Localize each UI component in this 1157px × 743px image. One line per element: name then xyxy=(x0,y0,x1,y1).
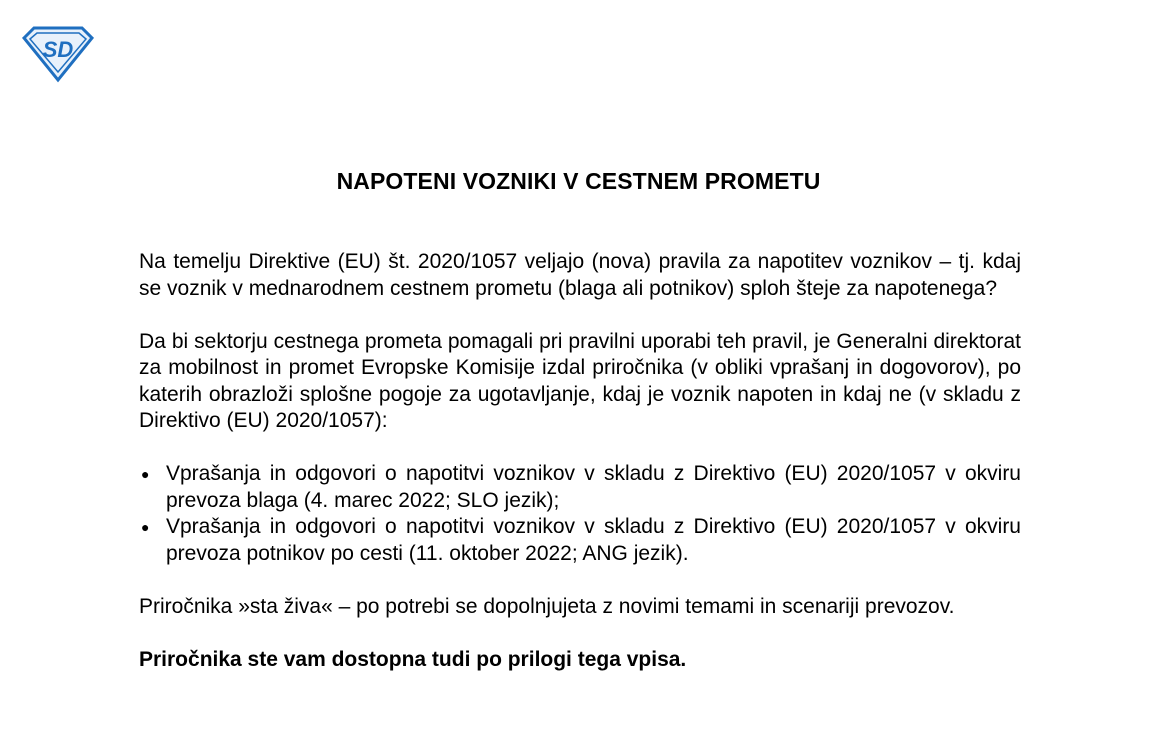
list-item xyxy=(139,461,1021,514)
sd-shield-logo-icon xyxy=(20,24,96,84)
document-body xyxy=(139,249,1021,700)
closing-paragraph: Priročnika ste vam dostopna tudi po prilogi tega vpisa. xyxy=(139,647,687,671)
bullet-icon: ● xyxy=(141,466,150,482)
living-handbooks-paragraph: Priročnika »sta živa« – po potrebi se dopolnjujeta z novimi temami in scenariji prevozov. xyxy=(139,594,955,618)
sd-logo xyxy=(20,24,96,84)
logo-letters: SD xyxy=(42,37,74,62)
context-paragraph: Da bi sektorju cestnega prometa pomagali pri pravilni uporabi teh pravil, je Generalni direktorat za mobilnost in promet Evropske Komisije izdal priročnika (v obliki vprašanj in dogovorov), po katerih obrazloži splošne pogoje za ugotavljanje, kdaj je voznik napoten in kdaj ne (v skladu z Direktivo (EU) 2020/1057): xyxy=(139,329,1021,432)
list-item xyxy=(139,514,1021,567)
intro-paragraph: Na temelju Direktive (EU) št. 2020/1057 veljajo (nova) pravila za napotitev voznikov – tj. kdaj se voznik v mednarodnem cestnem prometu (blaga ali potnikov) sploh šteje za napotenega? xyxy=(139,250,1021,300)
list-item-text: Vprašanja in odgovori o napotitvi voznikov v skladu z Direktivo (EU) 2020/1057 v okviru prevoza blaga (4. marec 2022; SLO jezik); xyxy=(166,462,1021,512)
handbook-list xyxy=(139,461,1021,567)
page-title: NAPOTENI VOZNIKI V CESTNEM PROMETU xyxy=(336,168,821,194)
list-item-text: Vprašanja in odgovori o napotitvi voznikov v skladu z Direktivo (EU) 2020/1057 v okviru prevoza potnikov po cesti (11. oktober 2022; ANG jezik). xyxy=(166,515,1021,565)
bullet-icon: ● xyxy=(141,519,150,535)
